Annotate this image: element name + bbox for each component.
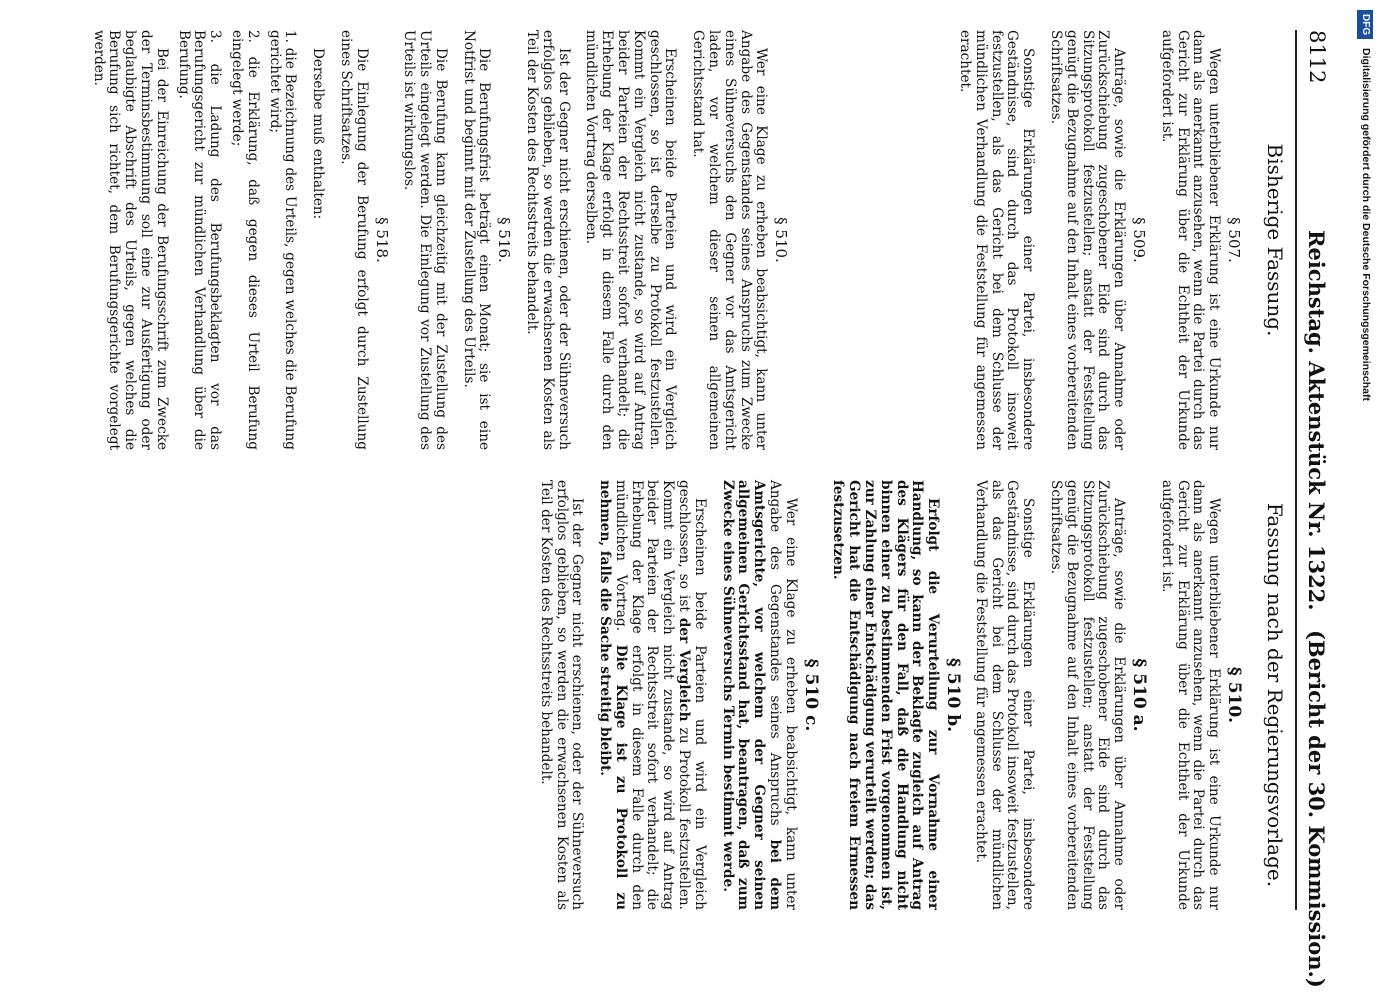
header-right-title: (Bericht der 30. Kommission.) xyxy=(1304,630,1329,988)
section-heading: § 510. xyxy=(1224,666,1244,724)
left-column xyxy=(78,30,1247,450)
credit-text: Digitalisierung gefördert durch die Deutsche Forschungsgemeinschaft xyxy=(1360,48,1372,402)
right-column xyxy=(525,480,1247,910)
rotated-page xyxy=(45,30,1335,988)
text-run: Erscheinen beide Parteien und wird ein Vergleich geschlossen, so ist xyxy=(676,480,708,910)
paragraph: Wer eine Klage zu erheben beabsichtigt, kann unter Angabe des Gegenstandes seines Anspruchs zum Zwecke eines Sühneversuchs den Gegner vor das Amtsgericht laden, vor welchem dieser seinen allgemeinen Gerichtsstand hat. xyxy=(690,30,770,450)
section-heading: § 509. xyxy=(1130,217,1149,263)
list-item: 2. die Erklärung, daß gegen dieses Urteil Berufung eingelegt werde; xyxy=(228,30,261,450)
text-run: zu Protokoll festzustellen. Kommt ein Vergleich nicht zustande, so wird auf Antrag beider Parteien der Rechtsstreit sofort verhandelt; die Erhebung der Klage erfolgt in diesem Falle durch den mündlichen Vortrag. xyxy=(612,480,693,910)
section-heading: § 510 a. xyxy=(1129,658,1150,732)
section-heading: § 510. xyxy=(772,217,791,263)
paragraph-bold: Erfolgt die Verurteilung zur Vornahme einer Handlung, so kann der Beklagte zugleich auf Antrag des Klägers für den Fall, daß die Handlung nicht binnen einer zu bestimmenden Frist vorgenommen ist, zur Zahlung einer Entschädigung verurteilt werden; das Gericht hat die Entschädigung nach freiem Ermessen festzusetzen. xyxy=(830,480,942,910)
paragraph: Wegen unterbliebener Erklärung ist eine Urkunde nur dann als anerkannt anzusehen, wenn die Partei durch das Gericht zur Erklärung über die Echtheit der Urkunde aufgefordert ist. xyxy=(1158,30,1223,450)
paragraph: Anträge, sowie die Erklärungen über Annahme oder Zurückschiebung zugeschobener Eide sind durch das Sitzungsprotokoll festzustellen; anstatt der Feststellung genügt die Bezugnahme auf den Inhalt eines vorbereitenden Schriftsatzes. xyxy=(1048,480,1128,910)
enumerated-list xyxy=(175,30,298,450)
page-header xyxy=(1301,30,1335,988)
paragraph xyxy=(719,480,798,910)
paragraph: Ist der Gegner nicht erschienen, oder der Sühneversuch erfolglos geblieben, so werden die erwachsenen Kosten als Teil der Kosten des Rechtsstreits behandelt. xyxy=(537,480,586,910)
paragraph: Die Berufung kann gleichzeitig mit der Zustellung des Urteils eingelegt werden. Die Einlegung vor Zustellung des Urteils ist wirkungslos. xyxy=(401,30,449,450)
list-item: 3. die Ladung des Berufungsbeklagten vor das Berufungsgericht zur mündlichen Verhandlung über die Berufung. xyxy=(175,30,224,450)
paragraph: Die Einlegung der Berufung erfolgt durch Zustellung eines Schriftsatzes. xyxy=(337,30,370,450)
section-heading: § 516. xyxy=(495,217,514,263)
text-run-bold: Die Klage ist zu Protokoll zu nehmen, falls die Sache streitig bleibt. xyxy=(597,480,629,910)
paragraph: Sonstige Erklärungen einer Partei, insbesondere Geständnisse, sind durch das Protokoll insoweit festzustellen, als das Gericht bei dem Schlusse der mündlichen Verhandlung die Feststellung für angemessen erachtet. xyxy=(972,480,1037,910)
paragraph xyxy=(596,480,707,910)
paragraph: Erscheinen beide Parteien und wird ein Vergleich geschlossen, so ist derselbe zu Protokoll festzustellen. Kommt ein Vergleich nicht zustande, so wird auf Antrag beider Parteien der Rechtsstreit sofort verhandelt; die Erhebung der Klage erfolgt in diesem Falle durch den mündlichen Vortrag derselben. xyxy=(583,30,679,450)
text-run-bold: bei dem Amtsgerichte, vor welchem der Gegner seinen allgemeinen Gerichtsstand hat, beantragen, daß zum Zwecke eines Sühneversuchs Termin bestimmt werde. xyxy=(719,480,784,910)
header-rule xyxy=(1295,30,1297,910)
paragraph: Derselbe muß enthalten: xyxy=(310,48,327,220)
page-number: 8112 xyxy=(1305,30,1329,84)
text-run-bold: der Vergleich xyxy=(676,617,693,722)
left-column-title: Bisherige Fassung. xyxy=(1263,143,1287,337)
paragraph: Sonstige Erklärungen einer Partei, insbesondere Geständnisse, sind durch das Protokoll insoweit festzustellen, als das Gericht bei dem Schlusse der mündlichen Verhandlung die Feststellung für angemessen erachtet. xyxy=(957,30,1037,450)
list-item: 1. die Bezeichnung des Urteils, gegen welches die Berufung gerichtet wird; xyxy=(266,30,299,450)
dfg-logo: DFG xyxy=(1357,10,1373,39)
right-column-title: Fassung nach der Regierungsvorlage. xyxy=(1263,502,1287,888)
header-left-title: Reichstag. Aktenstück Nr. 1322. xyxy=(1304,230,1329,611)
spacer xyxy=(794,30,944,450)
section-heading: § 518. xyxy=(372,217,391,263)
paragraph: Anträge, sowie die Erklärungen über Annahme oder Zurückschiebung zugeschobener Eide sind durch das Sitzungsprotokoll festzustellen; anstatt der Feststellung genügt die Bezugnahme auf den Inhalt eines vorbereitenden Schriftsatzes. xyxy=(1048,30,1128,450)
text-run: Wer eine Klage zu erheben beabsichtigt, kann unter Angabe des Gegenstandes seines Anspruchs xyxy=(767,480,799,910)
paragraph: Bei der Einreichung der Berufungsschrift zum Zwecke der Terminsbestimmung soll eine zur Ausfertigung oder beglaubigte Abschrift des Urteils, gegen welches die Berufung sich richtet, dem Berufungsgerichte vorgelegt werden. xyxy=(90,30,170,450)
section-heading: § 510 c. xyxy=(800,658,821,732)
section-heading: § 510 b. xyxy=(943,657,964,733)
section-heading: § 507. xyxy=(1225,217,1243,263)
paragraph: Die Berufungsfrist beträgt einen Monat; sie ist eine Notfrist und beginnt mit der Zustellung des Urteils. xyxy=(460,30,493,450)
paragraph: Wegen unterbliebener Erklärung ist eine Urkunde nur dann als anerkannt anzusehen, wenn die Partei durch das Gericht zur Erklärung über die Echtheit der Urkunde aufgefordert ist. xyxy=(1158,480,1223,910)
digitization-credit xyxy=(1355,10,1377,690)
paragraph: Ist der Gegner nicht erschienen, oder der Sühneversuch erfolglos geblieben, so werden die erwachsenen Kosten als Teil der Kosten des Rechtsstreits behandelt. xyxy=(524,30,572,450)
